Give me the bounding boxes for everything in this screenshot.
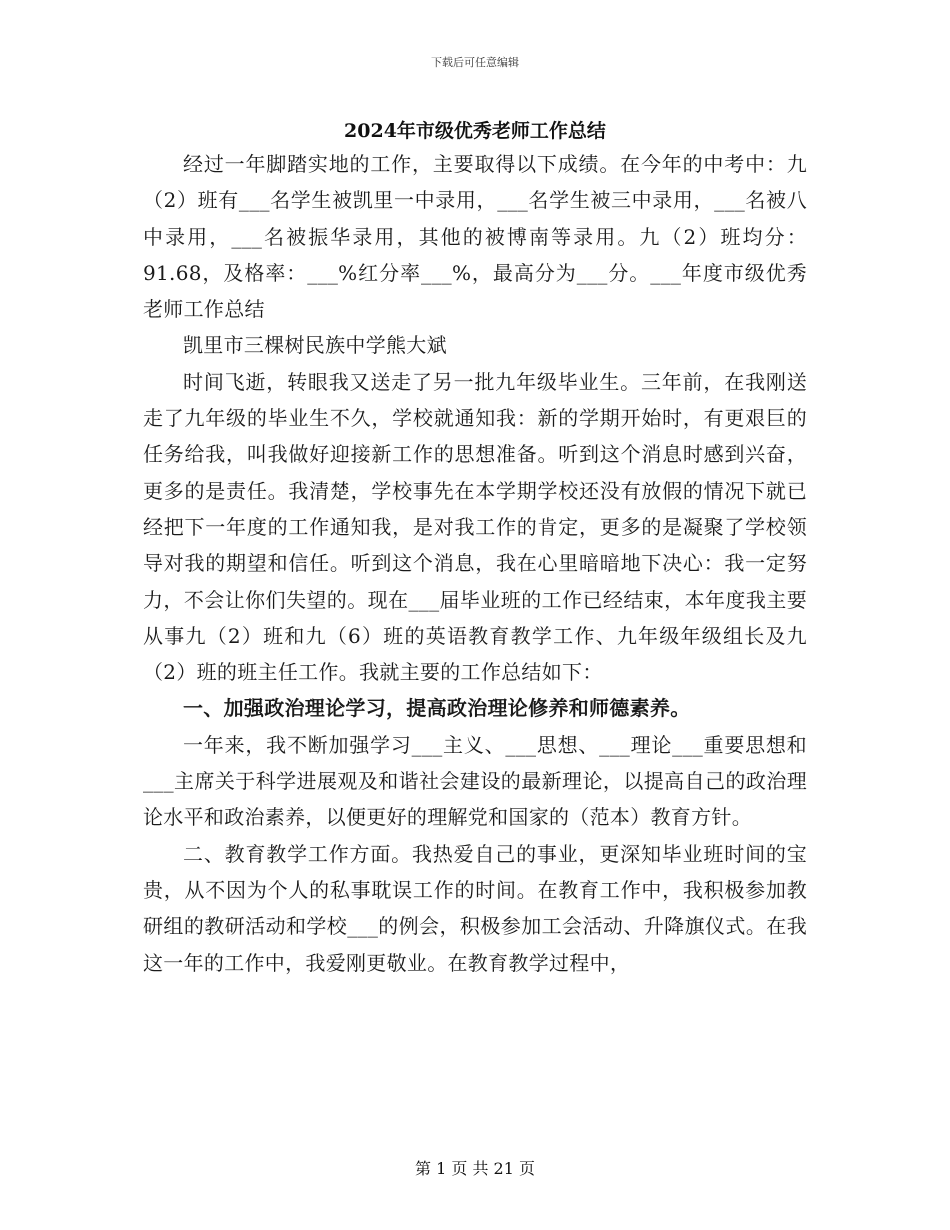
page-number: 第 1 页 共 21 页 — [415, 1159, 535, 1178]
document-body — [143, 146, 807, 981]
header-note: 下载后可任意编辑 — [431, 56, 519, 69]
document-title: 2024年市级优秀老师工作总结 — [344, 120, 606, 142]
paragraph-introduction: 时间飞逝，转眼我又送走了另一批九年级毕业生。三年前，在我刚送走了九年级的毕业生不久，学校就通知我：新的学期开始时，有更艰巨的任务给我，叫我做好迎接新工作的思想准备。听到这个消息时感到兴奋，更多的是责任。我清楚，学校事先在本学期学校还没有放假的情况下就已经把下一年度的工作通知我，是对我工作的肯定，更多的是凝聚了学校领导对我的期望和信任。听到这个消息，我在心里暗暗地下决心：我一定努力，不会让你们失望的。现在___届毕业班的工作已经结束，本年度我主要从事九（2）班和九（6）班的英语教育教学工作、九年级年级组长及九（2）班的班主任工作。我就主要的工作总结如下： — [143, 369, 807, 685]
paragraph-teaching-work: 二、教育教学工作方面。我热爱自己的事业，更深知毕业班时间的宝贵，从不因为个人的私事耽误工作的时间。在教育工作中，我积极参加教研组的教研活动和学校___的例会，积极参加工会活动、升降旗仪式。在我这一年的工作中，我爱刚更敬业。在教育教学过程中， — [143, 841, 807, 975]
paragraph-political-study: 一年来，我不断加强学习___主义、___思想、___理论___重要思想和___主席关于科学进展观及和谐社会建设的最新理论，以提高自己的政治理论水平和政治素养，以便更好的理解党和国家的（范本）教育方针。 — [143, 732, 807, 830]
paragraph-achievements: 经过一年脚踏实地的工作，主要取得以下成绩。在今年的中考中：九（2）班有___名学生被凯里一中录用，___名学生被三中录用，___名被八中录用，___名被振华录用，其他的被博南等录用。九（2）班均分：91.68，及格率：___%红分率___%，最高分为___分。___年度市级优秀老师工作总结 — [143, 152, 807, 322]
paragraph-author: 凯里市三棵树民族中学熊大斌 — [183, 333, 447, 358]
section-heading-political-study: 一、加强政治理论学习，提高政治理论修养和师德素养。 — [183, 696, 691, 721]
